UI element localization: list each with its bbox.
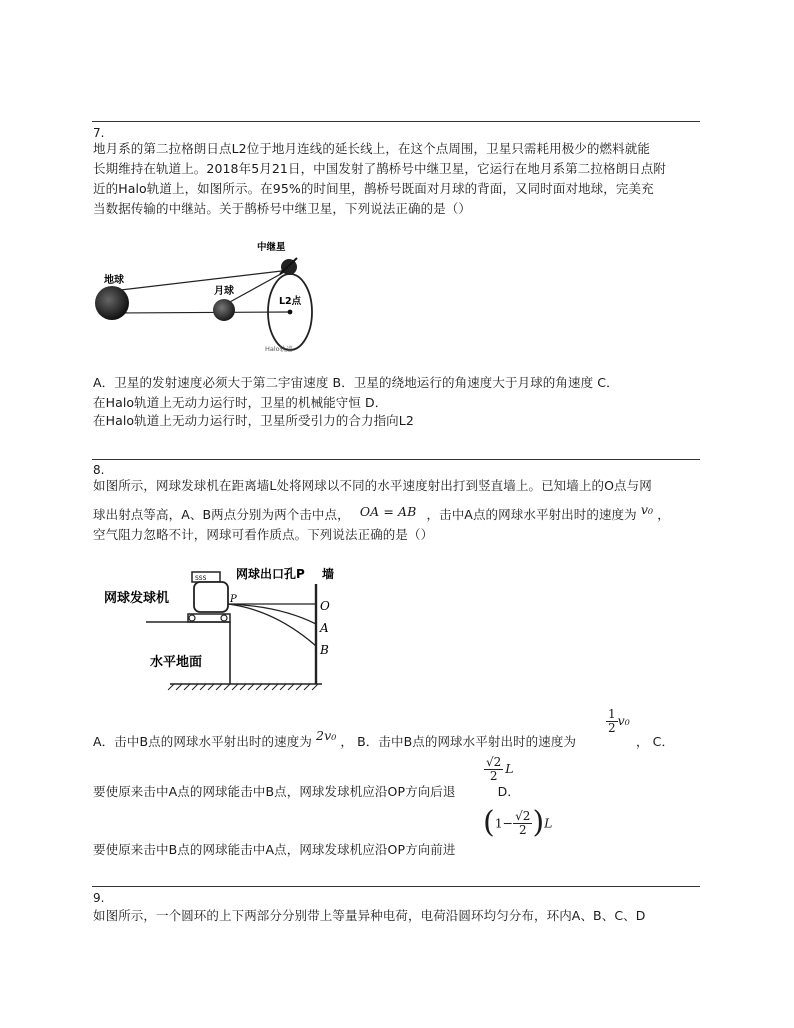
q9-stem-line-1: 如图所示，一个圆环的上下两部分分别带上等量异种电荷，电荷沿圆环均匀分布，环内A、B、C、D — [93, 908, 646, 923]
q8-optD-num: √2 — [515, 808, 531, 823]
q8-top-rule — [92, 459, 700, 460]
q8-optC-text: 要使原来击中A点的网球能击中B点，网球发球机应沿OP方向后退 — [93, 784, 456, 799]
q7-stem-line-1: 地月系的第二拉格朗日点L2位于地月连线的延长线上，在这个点周围，卫星只需耗用极少的燃料就能 — [93, 141, 650, 156]
q7-stem-line-3: 近的Halo轨道上，如图所示。在95%的时间里，鹊桥号既面对月球的背面，又同时面对地球，完美充 — [93, 181, 654, 196]
q9-number: 9. — [93, 891, 105, 905]
trajectory-b — [228, 604, 316, 646]
moon-body — [213, 299, 235, 321]
q8-optB-tail: ， C． — [636, 734, 675, 749]
q8-option-ab-line — [93, 728, 577, 750]
machine-label: 网球发球机 — [104, 591, 170, 606]
ground-hatch — [168, 684, 318, 690]
l2-label: L2点 — [279, 296, 302, 307]
q8-optB-den: 2 — [608, 721, 616, 735]
q8-optD-line: 要使原来击中B点的网球能击中A点，网球发球机应沿OP方向前进 — [93, 842, 456, 857]
wall-label: 墙 — [322, 567, 335, 581]
earth-label: 地球 — [104, 275, 124, 286]
q8-stem-text-c: ， — [657, 507, 670, 522]
q7-figure — [90, 238, 330, 358]
q8-optA-sep: ， B．击中B点的网球水平射出时的速度为 — [340, 734, 577, 749]
o-label: O — [320, 599, 330, 613]
earth-relay-line — [112, 270, 290, 291]
machine-box-text: SSS — [195, 575, 207, 582]
ground-label: 水平地面 — [150, 655, 203, 670]
relay-label: 中继星 — [257, 242, 286, 253]
q8-optD-den: 2 — [518, 822, 527, 837]
q8-optC-L: L — [505, 761, 514, 776]
halo-caption: Halo轨道 — [265, 345, 293, 353]
q8-optD-expression: (1− $\frac{√2}{2}$ )L — [483, 805, 553, 840]
q9-top-rule — [92, 886, 700, 887]
q8-v0-math: v₀ — [640, 502, 654, 517]
q8-optA-text: A．击中B点的网球水平射出时的速度为 — [93, 734, 312, 749]
l2-point — [288, 310, 293, 315]
earth-body — [95, 286, 129, 320]
q7-stem-line-2: 长期维持在轨道上。2018年5月21日，中国发射了鹊桥号中继卫星，它运行在地月系第二拉格朗日点附 — [93, 161, 666, 176]
a-label: A — [320, 621, 329, 635]
q8-optC-den: 2 — [489, 769, 498, 783]
q8-optC-tail: D． — [497, 784, 520, 799]
q8-optC-num: √2 — [486, 755, 502, 769]
b-label: B — [320, 643, 329, 657]
earth-l2-line — [112, 312, 290, 313]
q7-top-rule — [92, 121, 700, 122]
q8-stem-line-1: 如图所示，网球发球机在距离墙L处将网球以不同的水平速度射出打到竖直墙上。已知墙上的O点与网 — [93, 478, 652, 493]
q8-optC-line — [93, 784, 520, 800]
q7-option-line-2: 在Halo轨道上无动力运行时，卫星的机械能守恒 D． — [93, 395, 388, 410]
q8-optA-math: 2v₀ — [316, 728, 337, 743]
p-label: P — [230, 594, 237, 605]
q7-option-line-1: A．卫星的发射速度必须大于第二宇宙速度 B．卫星的绕地运行的角速度大于月球的角速度 C． — [93, 375, 619, 390]
q8-number: 8. — [93, 463, 105, 477]
q8-optD-one: 1− — [494, 815, 514, 831]
q8-stem-text-b: ，击中A点的网球水平射出时的速度为 — [426, 507, 637, 522]
q7-number: 7. — [93, 126, 105, 140]
q8-optB-v0: v₀ — [617, 713, 630, 728]
q8-optB-fraction — [606, 708, 630, 735]
machine-body — [194, 582, 228, 612]
q8-stem-line-2 — [93, 502, 670, 523]
q8-figure — [100, 562, 350, 692]
q8-oa-ab-math: OA = AB — [359, 504, 417, 519]
q8-stem-line-3: 空气阻力忽略不计，网球可看作质点。下列说法正确的是（） — [93, 527, 434, 542]
outlet-label: 网球出口孔P — [236, 567, 305, 581]
q8-optC-fraction — [484, 756, 514, 783]
q8-optB-num: 1 — [608, 707, 616, 721]
q7-option-line-3: 在Halo轨道上无动力运行时，卫星所受引力的合力指向L2 — [93, 413, 414, 428]
trajectory-a — [228, 604, 316, 624]
q8-stem-text-a: 球出射点等高，A、B两点分别为两个击中点， — [93, 507, 350, 522]
moon-label: 月球 — [214, 286, 234, 297]
q7-stem-line-4: 当数据传输的中继站。关于鹊桥号中继卫星，下列说法正确的是（） — [93, 201, 472, 216]
q8-optD-L: L — [544, 815, 553, 831]
